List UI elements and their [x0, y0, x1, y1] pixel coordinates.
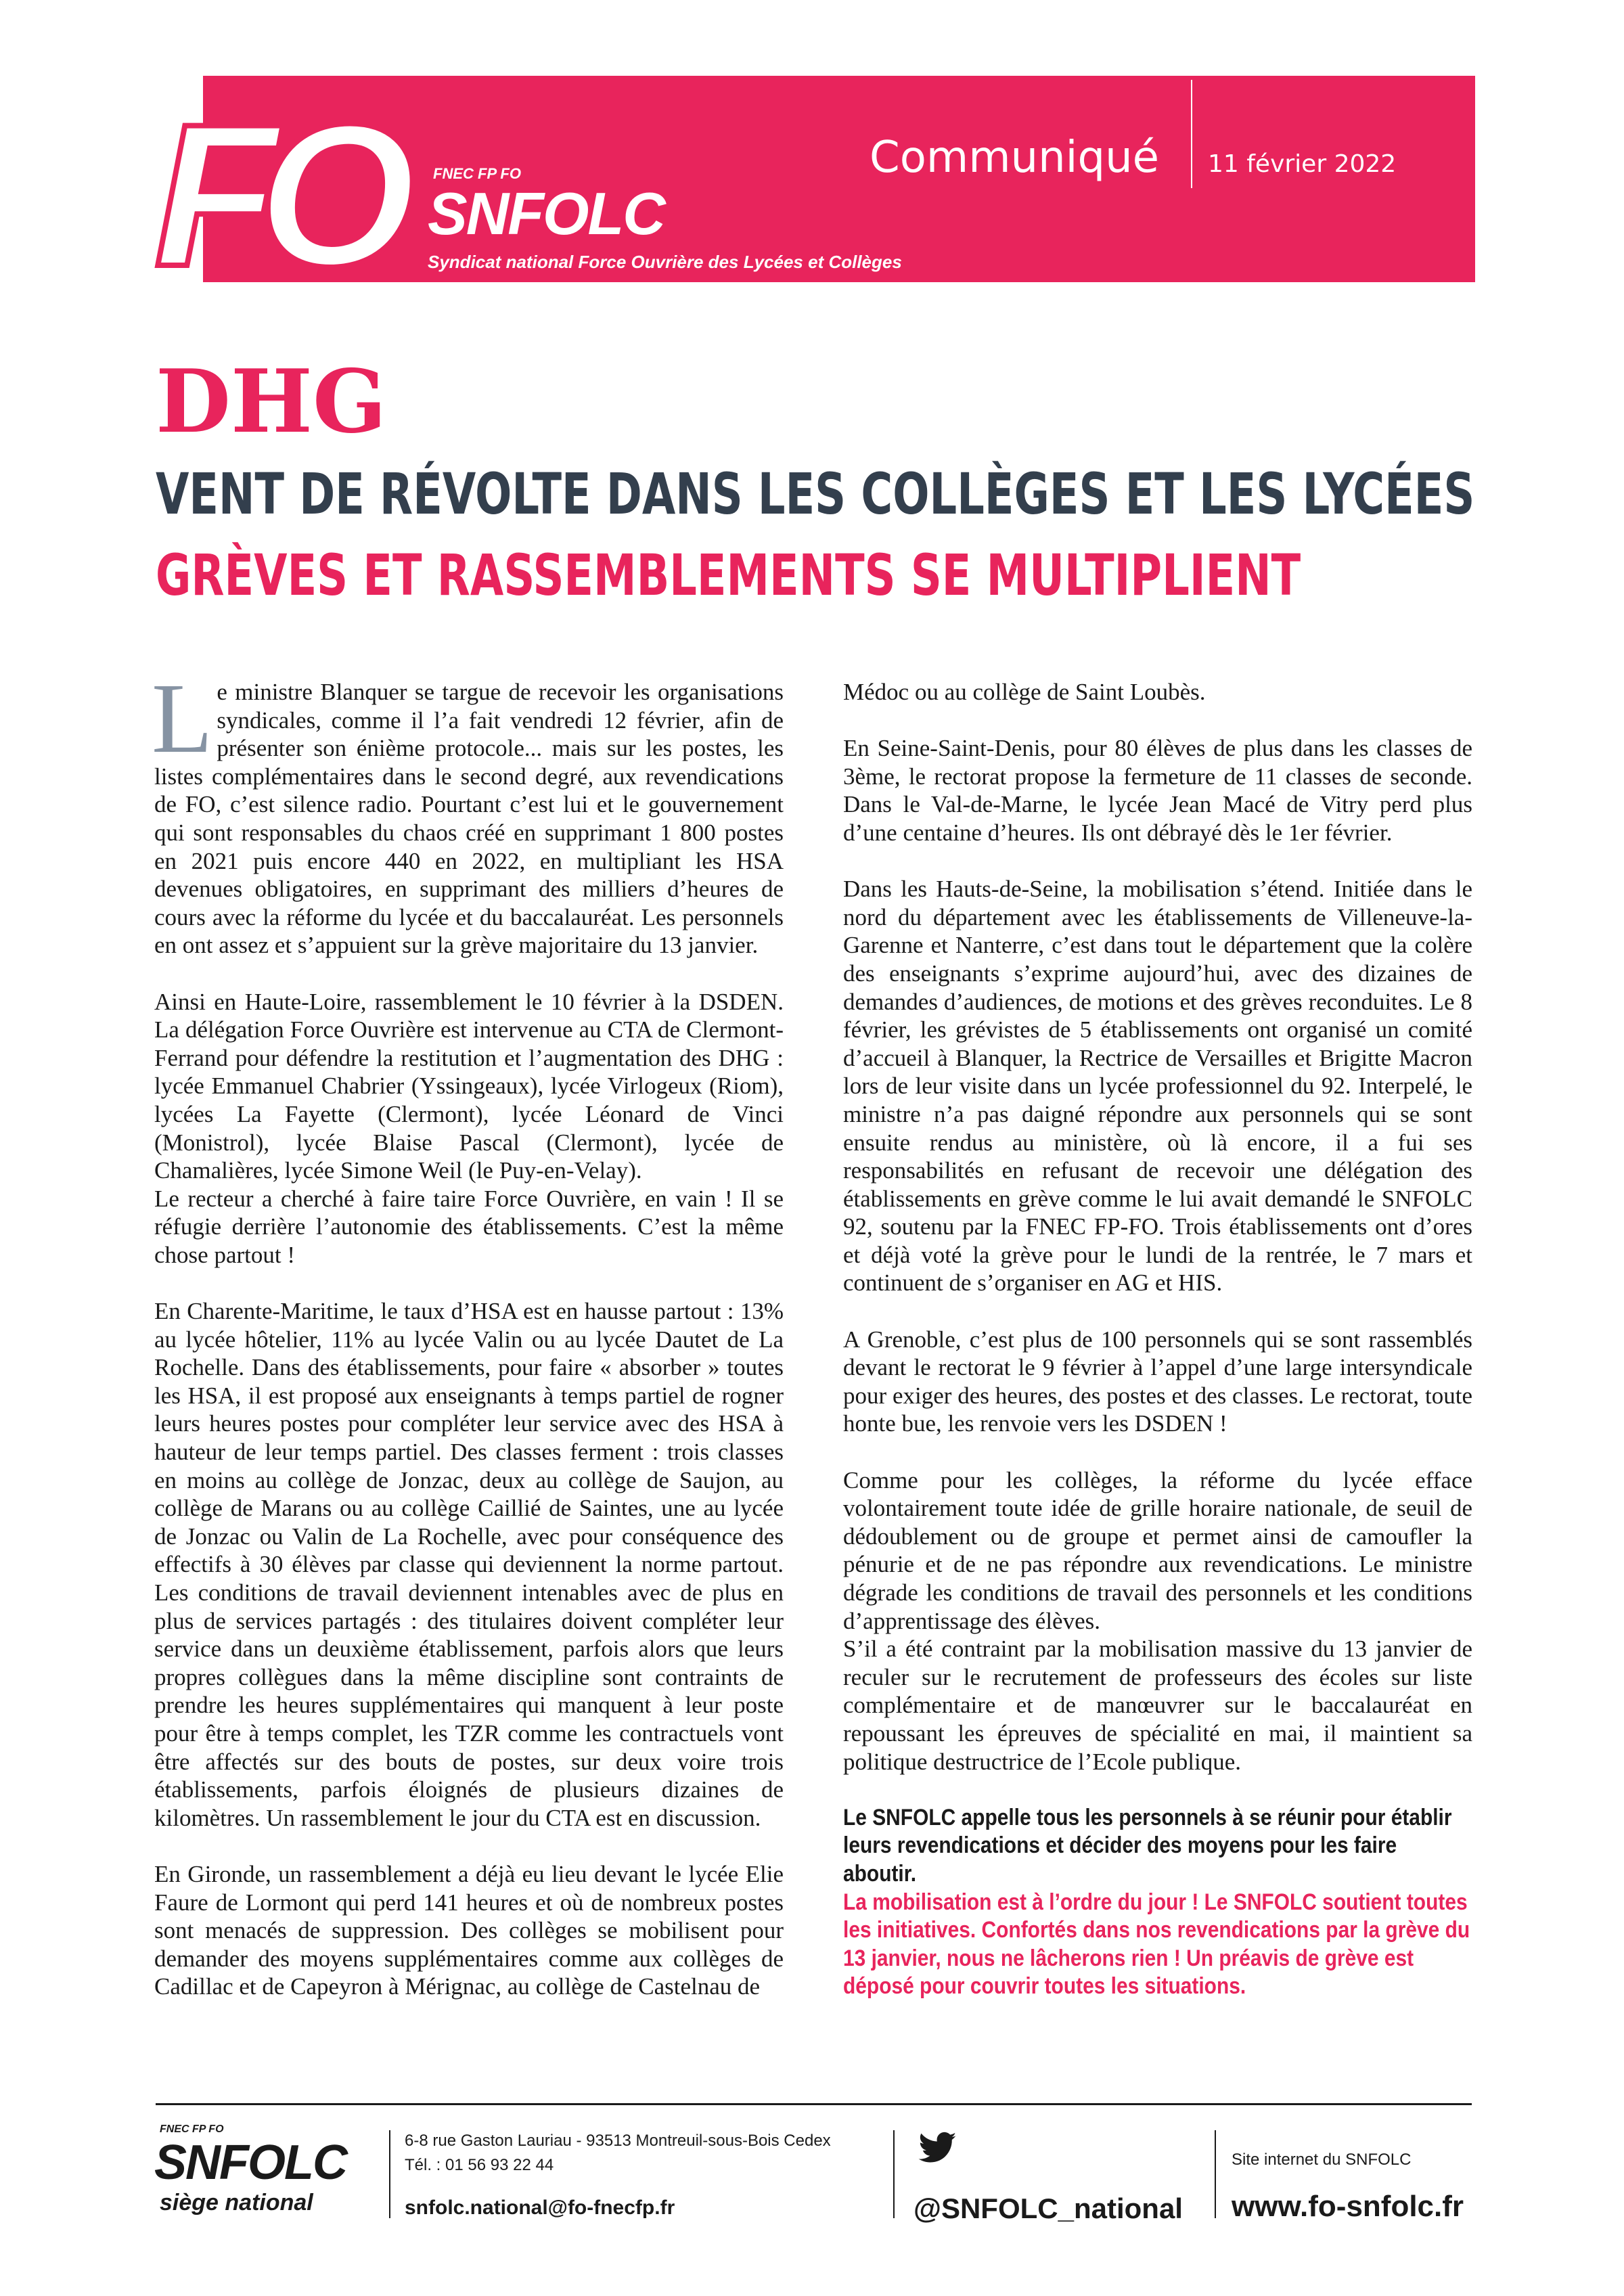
call-to-action [843, 1804, 1472, 2001]
twitter-handle-link[interactable]: @SNFOLC_national [914, 2192, 1183, 2224]
article-paragraph: Ainsi en Haute-Loire, rassemblement le 10 février à la DSDEN. La délégation Force Ouvrière est intervenue au CTA de Clermont-Ferrand pour défendre la restitution et l’augmentation des DHG : lycée Emmanuel Chabrier (Yssingeaux), lycée Virlogeux (Riom), lycées La Fayette (Clermont), lycée Léonard de Vinci (Monistrol), lycée Blaise Pascal (Clermont), lycée de Chamalières, lycée Simone Weil (le Puy-en-Velay). [154, 988, 784, 1184]
drop-cap: L [152, 663, 213, 774]
article-paragraph: Le recteur a cherché à faire taire Force Ouvrière, en vain ! Il se réfugie derrière l’autonomie des établissements. C’est la même chose partout ! [154, 1185, 784, 1268]
document-date: 11 février 2022 [1208, 150, 1397, 178]
fo-logo-text: FO [154, 81, 396, 309]
footer-brand-subtitle: siège national [160, 2190, 313, 2215]
document-type: Communiqué [870, 133, 1159, 183]
brand-tagline: Syndicat national Force Ouvrière des Lycées et Collèges [428, 252, 902, 272]
article-paragraph: En Charente-Maritime, le taux d’HSA est en hausse partout : 13% au lycée hôtelier, 11% au lycée Valin ou au lycée Dautet de La Rochelle. Dans des établissements, pour faire « absorber » toutes les HSA, il est proposé aux enseignants à temps partiel de rogner leurs heures postes pour compléter leur service avec des HSA à hauteur de leur temps partiel. Des classes ferment : trois classes en moins au collège de Jonzac, deux au collège de Saujon, au collège de Marans ou au collège Caillié de Saintes, une au lycée de Jonzac ou Valin de La Rochelle, avec pour conséquence des effectifs à 30 élèves par classe qui deviennent la norme partout. Les conditions de travail deviennent intenables avec de plus en plus de services partagés : des titulaires doivent compléter leur service dans un deuxième établissement, parfois alors que leurs propres collègues dans la même discipline sont contraints de prendre les heures supplémentaires qui manquent à leur poste pour être à temps complet, les TZR comme les contractuels vont être affectés sur des bouts de postes, sur deux voire trois établissements, parfois éloignés de plusieurs dizaines de kilomètres. Un rassemblement le jour du CTA est en discussion. [154, 1298, 784, 1831]
footer-rule [156, 2103, 1472, 2105]
footer-divider [1215, 2130, 1216, 2218]
article-paragraph: En Gironde, un rassemblement a déjà eu lieu devant le lycée Elie Faure de Lormont qui perd 141 heures et où de nombreux postes sont menacés de suppression. Des collèges se mobilisent pour demander des moyens supplémentaires comme aux collèges de Cadillac et de Capeyron à Mérignac, au collège de Castelnau de [154, 1860, 784, 2000]
headline: DHG [156, 351, 387, 453]
paragraph-text: e ministre Blanquer se targue de recevoir les organisations syndicales, comme il l’a fait vendredi 12 février, afin de présenter son énième protocole... mais sur les postes, les listes complémentaires dans le second degré, aux revendications de FO, c’est silence radio. Pourtant c’est lui et le gouvernement qui sont responsables du chaos créé en supprimant 1 800 postes en 2021 puis encore 440 en 2022, en multipliant les HSA devenues obligatoires, en supprimant des milliers d’heures de cours avec la réforme du lycée et du baccalauréat. Les personnels en ont assez et s’appuient sur la grève majoritaire du 13 janvier. [154, 679, 784, 959]
article-paragraph: En Seine-Saint-Denis, pour 80 élèves de plus dans les classes de 3ème, le rectorat propose la fermeture de 11 classes de seconde. Dans le Val-de-Marne, le lycée Jean Macé de Vitry perd plus d’une centaine d’heures. Ils ont débrayé dès le 1er février. [843, 735, 1472, 846]
article-paragraph [152, 663, 784, 960]
footer-brand-name: SNFOLC [154, 2136, 346, 2190]
callout-mobilisation: La mobilisation est à l’ordre du jour ! Le SNFOLC soutient toutes les initiatives. Confortés dans nos revendications par la grève du 13 janvier, nous ne lâcherons rien ! Un préavis de grève est déposé pour couvrir toutes les situations. [843, 1889, 1470, 2000]
article-column-right [843, 678, 1472, 2001]
footer-divider [389, 2130, 390, 2218]
article-paragraph: S’il a été contraint par la mobilisation massive du 13 janvier de reculer sur le recrutement de professeurs des écoles sur liste complémentaire et de manœuvrer sur le baccalauréat en repoussant les épreuves de spécialité en mai, il maintient sa politique destructrice de l’Ecole publique. [843, 1636, 1472, 1775]
article-paragraph: A Grenoble, c’est plus de 100 personnels qui se sont rassemblés devant le rectorat le 9 février à l’appel d’une large intersyndicale pour exiger des heures, des postes et des classes. Le rectorat, toute honte bue, les renvoie vers les DSDEN ! [843, 1326, 1472, 1437]
brand-federation: FNEC FP FO [433, 165, 521, 182]
article-paragraph: Dans les Hauts-de-Seine, la mobilisation s’étend. Initiée dans le nord du département avec les établissements de Villeneuve-la-Garenne et Nanterre, c’est dans tout le département que la colère des enseignants s’exprime aujourd’hui, avec des dizaines de demandes d’audiences, de motions et des grèves reconduites. Le 8 février, les grévistes de 5 établissements ont organisé un comité d’accueil à Blanquer, la Rectrice de Versailles et Brigitte Macron lors de leur visite dans un lycée professionnel du 92. Interpelé, le ministre n’a pas daigné répondre aux personnels qui se sont ensuite rendus au ministère, où là encore, il a fui ses responsabilités en refusant de recevoir une délégation des établissements en grève comme le lui avait demandé le SNFOLC 92, soutenu par la FNEC FP-FO. Trois établissements ont d’ores et déjà voté la grève pour le lundi de la rentrée, le 7 mars et continuent de s’organiser en AG et HIS. [843, 876, 1472, 1297]
footer-divider [893, 2130, 895, 2218]
subheadline-primary: VENT DE RÉVOLTE DANS LES COLLÈGES ET LES LYCÉES [156, 461, 1475, 527]
footer-address: 6-8 rue Gaston Lauriau - 93513 Montreuil-sous-Bois Cedex [405, 2132, 831, 2150]
article-column-left [152, 663, 784, 2029]
subheadline-secondary: GRÈVES ET RASSEMBLEMENTS SE MULTIPLIENT [156, 542, 1301, 608]
callout-statement: Le SNFOLC appelle tous les personnels à se réunir pour établir leurs revendications et décider des moyens pour les faire aboutir. [843, 1804, 1452, 1887]
website-link[interactable]: www.fo-snfolc.fr [1232, 2190, 1464, 2223]
footer-site-label: Site internet du SNFOLC [1232, 2151, 1412, 2169]
header-divider [1191, 80, 1192, 188]
footer-brand-federation: FNEC FP FO [160, 2123, 224, 2135]
article-paragraph: Médoc ou au collège de Saint Loubès. [843, 679, 1206, 705]
brand-name: SNFOLC [428, 180, 664, 247]
footer-phone: Tél. : 01 56 93 22 44 [405, 2156, 554, 2174]
footer-email-link[interactable]: snfolc.national@fo-fnecfp.fr [405, 2197, 675, 2219]
fo-logo [154, 81, 396, 309]
article-paragraph: Comme pour les collèges, la réforme du lycée efface volontairement toute idée de grille horaire nationale, de seuil de dédoublement ou de groupe et permet ainsi de camoufler la pénurie et de ne pas répondre aux revendications. Le ministre dégrade les conditions de travail des personnels et les conditions d’apprentissage des élèves. [843, 1466, 1472, 1634]
twitter-bird-icon [919, 2132, 957, 2164]
